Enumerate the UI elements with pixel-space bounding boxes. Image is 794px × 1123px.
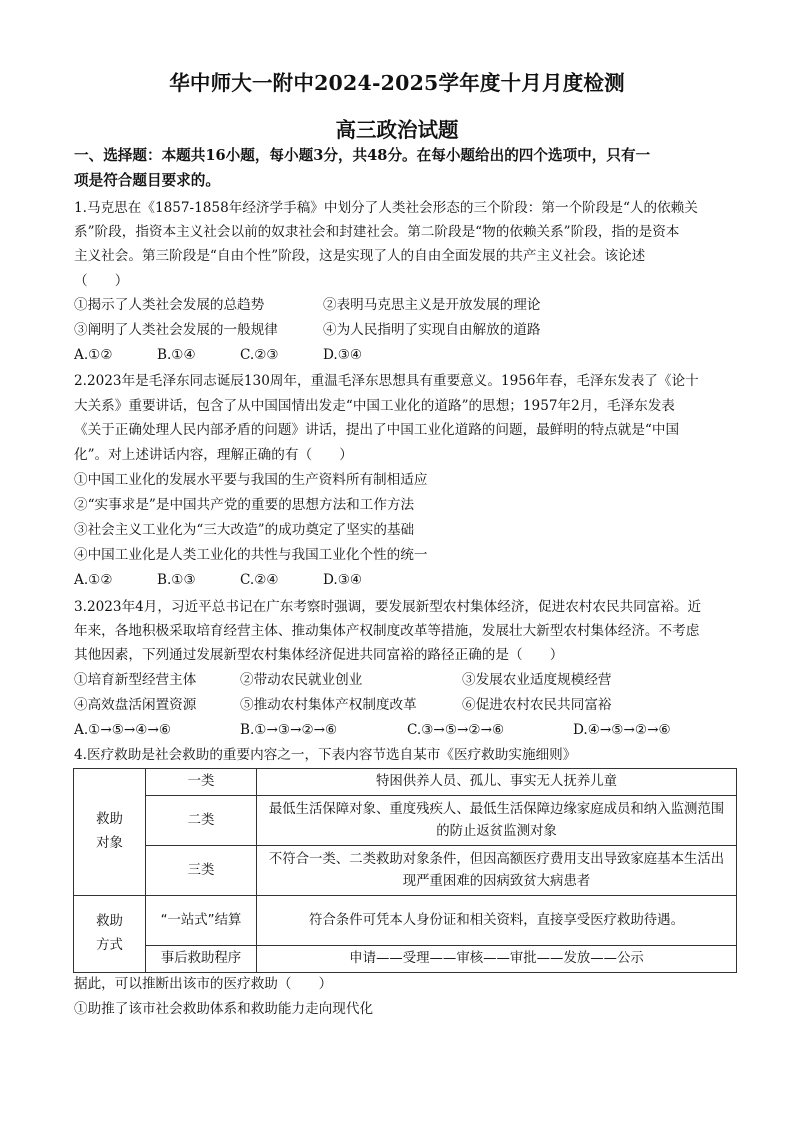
q1-statement: ②表明马克思主义是开放发展的理论 <box>323 297 541 313</box>
q2-text-line: 化”。对上述讲话内容，理解正确的有（ ） <box>74 447 353 463</box>
q2-text-line: 大关系》重要讲话，包含了从中国国情出发走“中国工业化的道路”的思想；1957年2月，毛泽东发表 <box>74 398 675 414</box>
q3-text-line: 年来，各地积极采取培育经营主体、推动集体产权制度改革等措施，发展壮大新型农村集体经济。不考虑 <box>74 623 700 639</box>
q2-choice-a[interactable]: A.①② <box>74 572 113 588</box>
table-header-aid-object <box>74 769 146 896</box>
q3-choice-c[interactable]: C.③→⑤→②→⑥ <box>407 722 505 738</box>
q3-choice-d[interactable]: D.④→⑤→②→⑥ <box>573 722 671 738</box>
aid-object-label: 救助对象 <box>96 812 123 851</box>
section-heading-line1: 一、选择题：本题共16小题，每小题3分，共48分。在每小题给出的四个选项中，只有一 <box>74 147 651 164</box>
exam-title: 华中师大一附中2024-2025学年度十月月度检测 <box>169 71 625 95</box>
one-stop-settlement-label: “一站式”结算 <box>160 912 242 928</box>
table-cell-category <box>146 896 257 946</box>
q2-text-line: 《关于正确处理人民内部矛盾的问题》讲话，提出了中国工业化道路的问题，最鲜明的特点就是“中国 <box>74 422 680 438</box>
q3-text-line: 3.2023年4月，习近平总书记在广东考察时强调，要发展新型农村集体经济，促进农村农民共同富裕。近 <box>74 599 702 615</box>
q2-choice-c[interactable]: C.②④ <box>240 572 279 588</box>
table-cell-description: 特困供养人员、孤儿、事实无人抚养儿童 <box>257 769 737 796</box>
q3-statement: ⑥促进农村农民共同富裕 <box>462 697 612 713</box>
q1-text-line: 1.马克思在《1857-1858年经济学手稿》中划分了人类社会形态的三个阶段：第一个阶段是“人的依赖关 <box>74 200 698 216</box>
q3-statement: ②带动农民就业创业 <box>240 672 363 688</box>
table-cell-description: 符合条件可凭本人身份证和相关资料，直接享受医疗救助待遇。 <box>257 896 737 946</box>
table-cell-description: 申请——受理——审核——审批——发放——公示 <box>257 946 737 973</box>
q3-statement: ⑤推动农村集体产权制度改革 <box>240 697 417 713</box>
q1-answer-blank: （ ） <box>74 273 129 289</box>
q4-stem: 据此，可以推断出该市的医疗救助（ ） <box>74 976 333 992</box>
q3-text-line: 其他因素，下列通过发展新型农村集体经济促进共同富裕的路径正确的是（ ） <box>74 647 564 663</box>
table-cell-category: 事后救助程序 <box>146 946 257 973</box>
table-cell-category: 三类 <box>146 846 257 896</box>
q3-choice-b[interactable]: B.①→③→②→⑥ <box>240 722 338 738</box>
q1-choice-d[interactable]: D.③④ <box>323 347 363 363</box>
medical-aid-table <box>73 768 737 973</box>
q3-statement: ④高效盘活闲置资源 <box>74 697 197 713</box>
q1-choice-c[interactable]: C.②③ <box>240 347 279 363</box>
q2-statement: ①中国工业化的发展水平要与我国的生产资料所有制相适应 <box>74 472 428 488</box>
exam-subtitle: 高三政治试题 <box>335 118 459 142</box>
q4-statement: ①助推了该市社会救助体系和救助能力走向现代化 <box>74 1001 374 1017</box>
section-heading-line2: 项是符合题目要求的。 <box>74 172 220 189</box>
q1-text-line: 系”阶段，指资本主义社会以前的奴隶社会和封建社会。第二阶段是“物的依赖关系”阶段，指的是资本 <box>74 224 680 240</box>
q1-choice-a[interactable]: A.①② <box>74 347 113 363</box>
q1-choice-b[interactable]: B.①④ <box>157 347 196 363</box>
aid-method-label: 救助方式 <box>96 914 123 953</box>
q4-intro: 4.医疗救助是社会救助的重要内容之一，下表内容节选自某市《医疗救助实施细则》 <box>74 747 577 763</box>
q2-statement: ②“实事求是”是中国共产党的重要的思想方法和工作方法 <box>74 497 415 513</box>
q1-statement: ④为人民指明了实现自由解放的道路 <box>323 322 541 338</box>
q3-statement: ①培育新型经营主体 <box>74 672 197 688</box>
q3-choice-a[interactable]: A.①→⑤→④→⑥ <box>74 722 172 738</box>
q3-statement: ③发展农业适度规模经营 <box>462 672 612 688</box>
q1-statement: ①揭示了人类社会发展的总趋势 <box>74 297 265 313</box>
q2-statement: ④中国工业化是人类工业化的共性与我国工业化个性的统一 <box>74 547 428 563</box>
table-cell-category: 二类 <box>146 796 257 846</box>
table-cell-category: 一类 <box>146 769 257 796</box>
q2-text-line: 2.2023年是毛泽东同志诞辰130周年，重温毛泽东思想具有重要意义。1956年春，毛泽东发表了《论十 <box>74 373 699 389</box>
q1-text-line: 主义社会。第三阶段是“自由个性”阶段，这是实现了人的自由全面发展的共产主义社会。该论述 <box>74 248 646 264</box>
q2-choice-d[interactable]: D.③④ <box>323 572 363 588</box>
table-cell-description: 最低生活保障对象、重度残疾人、最低生活保障边缘家庭成员和纳入监测范围的防止返贫监测对象 <box>257 796 737 846</box>
q2-choice-b[interactable]: B.①③ <box>157 572 196 588</box>
table-header-aid-method <box>74 896 146 973</box>
q2-statement: ③社会主义工业化为“三大改造”的成功奠定了坚实的基础 <box>74 522 415 538</box>
q1-statement: ③阐明了人类社会发展的一般规律 <box>74 322 278 338</box>
table-cell-description: 不符合一类、二类救助对象条件，但因高额医疗费用支出导致家庭基本生活出现严重困难的因病致贫大病患者 <box>257 846 737 896</box>
